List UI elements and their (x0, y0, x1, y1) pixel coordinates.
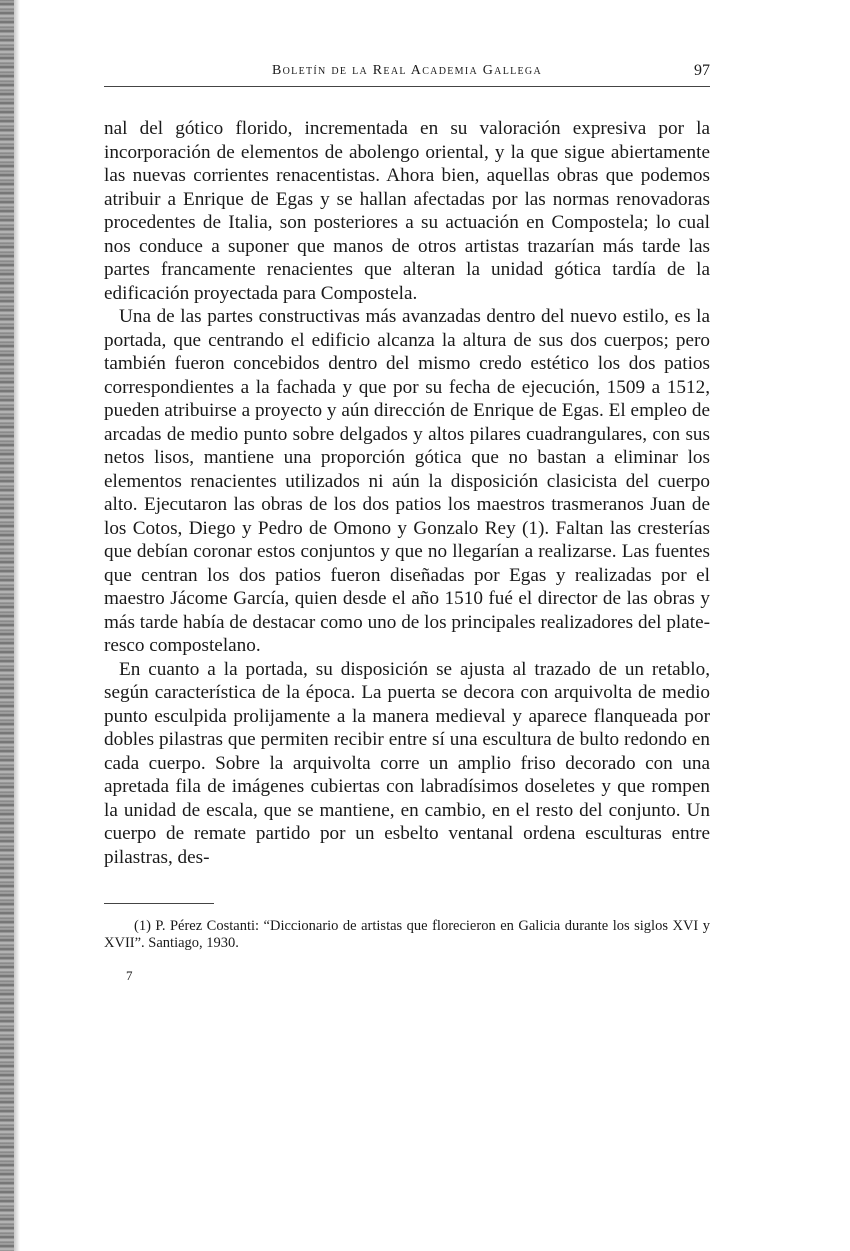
page-number: 97 (694, 62, 710, 79)
paragraph-1: nal del gótico florido, incrementada en su valoración expresiva por la incorporación de elementos de abolengo oriental, y la que sigue abiertamente las nuevas corrientes renacentistas. Ahora bien, aquellas obras que podemos atribuir a Enrique de Egas y se hallan afectadas por las normas renovadoras procedentes de Italia, son posteriores a su actuación en Compostela; lo cual nos conduce a suponer que manos de otros artistas trazarían más tarde las partes francamente renacientes que alteran la unidad gótica tardía de la edificación proyectada para Compostela. (104, 118, 710, 304)
scan-edge (0, 0, 14, 1251)
footnote-1: (1) P. Pérez Costanti: “Diccionario de artistas que florecieron en Galicia durante los siglos XVI y XVII”. Santiago, 1930. (104, 918, 710, 951)
signature-mark: 7 (126, 968, 133, 983)
running-header (104, 56, 710, 87)
scan-edge-shadow (14, 0, 20, 1251)
document-page (104, 56, 710, 984)
paragraph-3: En cuanto a la portada, su disposición se ajusta al trazado de un retablo, según característica de la época. La puerta se decora con arquivolta de medio punto esculpida prolijamente a la manera medieval y aparece flanqueada por dobles pilastras que permiten recibir entre sí una escultura de bulto redondo en cada cuerpo. Sobre la arquivolta corre un amplio friso decorado con una apretada fila de imágenes cubiertas con labradísimos doseletes y que rompen la unidad de escala, que se mantiene, en cambio, en el resto del conjunto. Un cuerpo de remate partido por un esbelto ventanal ordena esculturas entre pilastras, des- (104, 658, 710, 868)
body-text (104, 117, 710, 869)
paragraph-2: Una de las partes constructivas más avanzadas dentro del nuevo estilo, es la portada, que centrando el edificio alcanza la altura de sus dos cuerpos; pero también fueron concebidos dentro del mismo credo estético los dos patios correspondientes a la fachada y que por su fecha de ejecución, 1509 a 1512, pueden atribuirse a proyecto y aún dirección de Enrique de Egas. El empleo de arcadas de medio punto sobre delgados y altos pilares cuadrangulares, con sus netos lisos, mantiene una proporción gótica que no bastan a eliminar los elementos renacientes utilizados ni aún la disposición clasicista del cuerpo alto. Ejecutaron las obras de los dos patios los maestros trasmeranos Juan de los Cotos, Diego y Pedro de Omono y Gonzalo Rey (1). Faltan las cresterías que debían coronar estos conjuntos y que no llegarían a realizarse. Las fuentes que centran los dos patios fueron diseñadas por Egas y realizadas por el maestro Jácome García, quien desde el año 1510 fué el director de las obras y más tarde había de destacar como uno de los principales realizadores del plateresco compostelano. (104, 306, 710, 656)
running-title: Boletín de la Real Academia Gallega (272, 63, 542, 78)
footnote-divider (104, 903, 214, 904)
